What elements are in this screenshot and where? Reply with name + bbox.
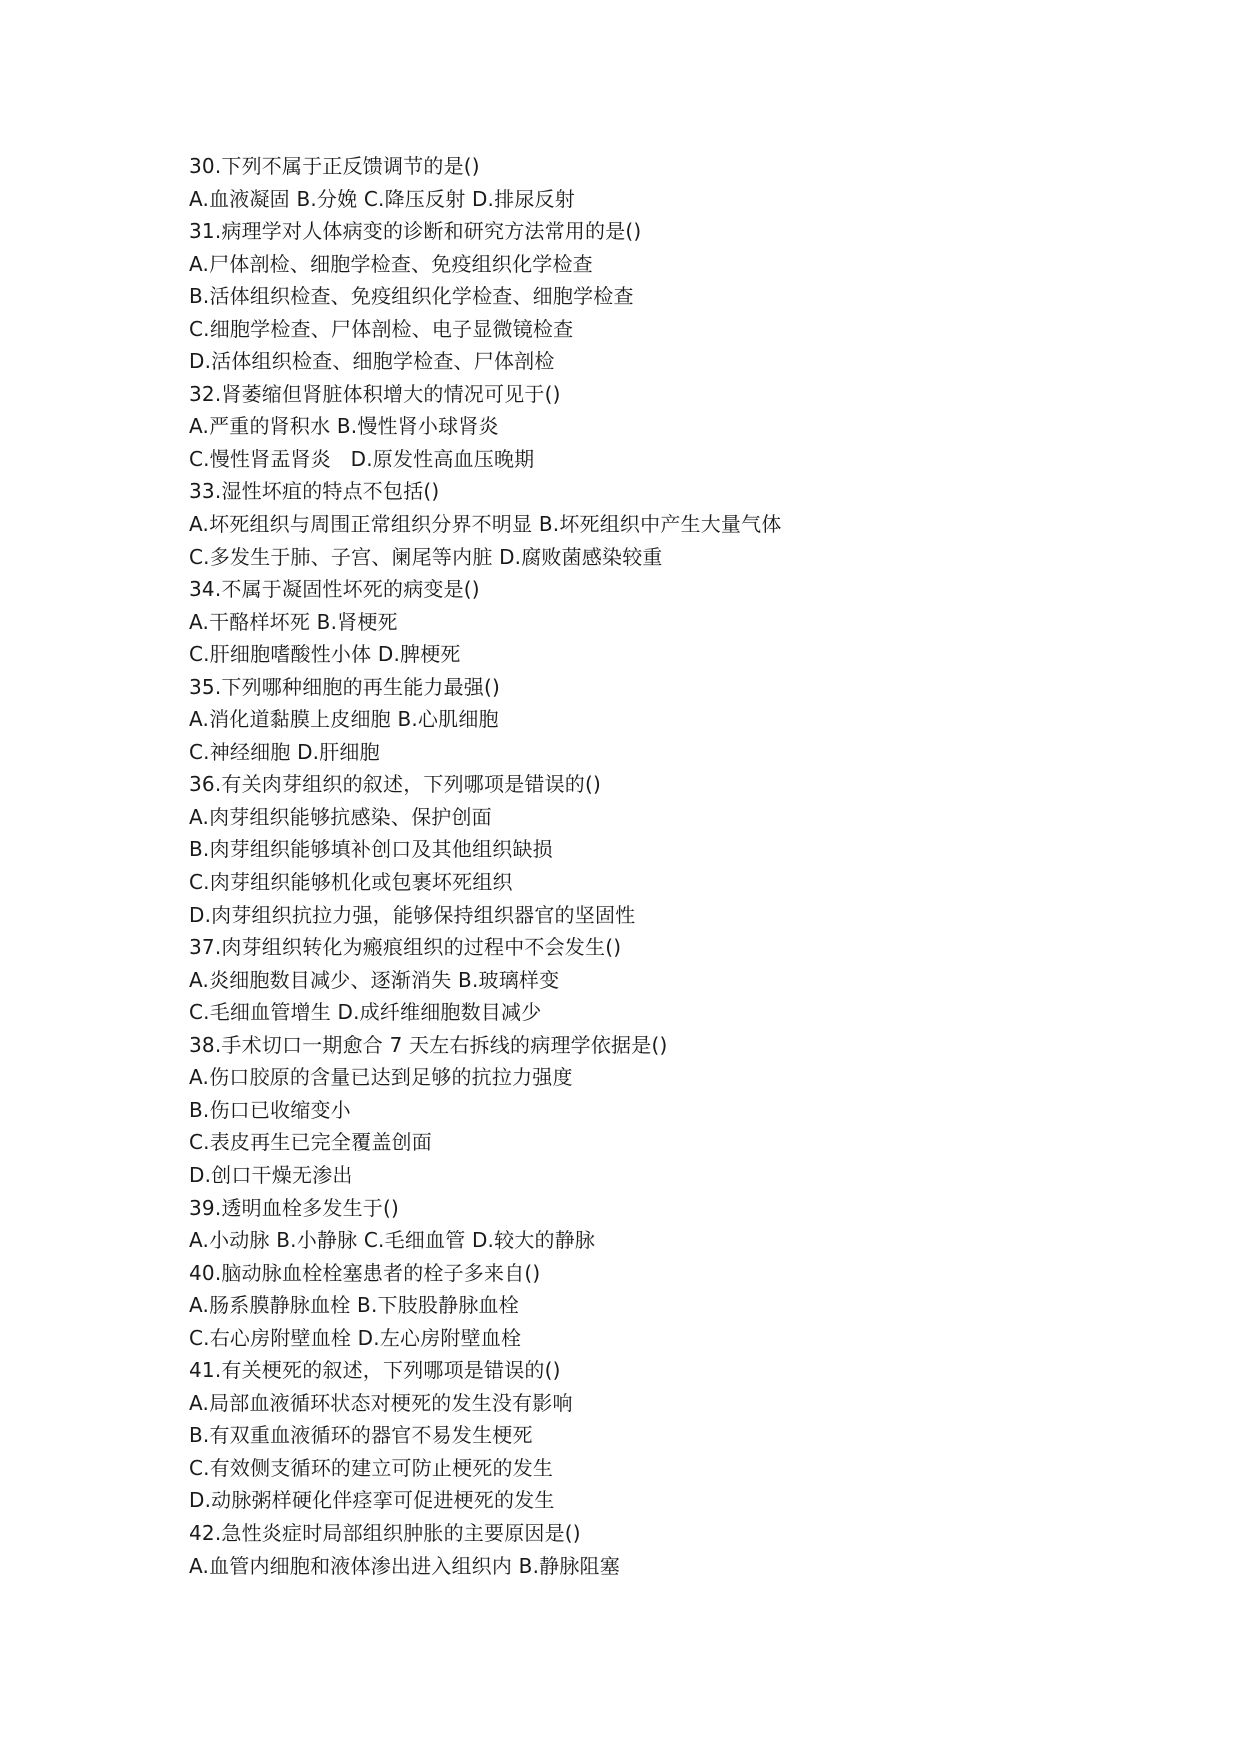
- text-line: A.血管内细胞和液体渗出进入组织内 B.静脉阻塞: [189, 1553, 620, 1578]
- text-line: 32.肾萎缩但肾脏体积增大的情况可见于(): [189, 381, 561, 406]
- text-line: A.干酪样坏死 B.肾梗死: [189, 609, 398, 634]
- text-line: 35.下列哪种细胞的再生能力最强(): [189, 674, 501, 699]
- text-line: 36.有关肉芽组织的叙述，下列哪项是错误的(): [189, 772, 602, 797]
- text-line: C.神经细胞 D.肝细胞: [189, 739, 380, 764]
- text-line: B.有双重血液循环的器官不易发生梗死: [189, 1423, 533, 1448]
- text-line: 41.有关梗死的叙述，下列哪项是错误的(): [189, 1358, 561, 1383]
- text-line: 33.湿性坏疽的特点不包括(): [189, 479, 440, 504]
- text-line: A.肉芽组织能够抗感染、保护创面: [189, 804, 492, 829]
- text-line: C.肝细胞嗜酸性小体 D.脾梗死: [189, 642, 461, 667]
- text-line: 30.下列不属于正反馈调节的是(): [189, 154, 480, 178]
- text-line: C.慢性肾盂肾炎 D.原发性高血压晚期: [189, 446, 535, 471]
- text-line: 39.透明血栓多发生于(): [189, 1195, 400, 1220]
- text-line: 38.手术切口一期愈合 7 天左右拆线的病理学依据是(): [189, 1032, 668, 1057]
- text-line: A.肠系膜静脉血栓 B.下肢股静脉血栓: [189, 1293, 519, 1318]
- text-line: C.肉芽组织能够机化或包裹坏死组织: [189, 870, 513, 895]
- text-line: C.多发生于肺、子宫、阑尾等内脏 D.腐败菌感染较重: [189, 544, 663, 569]
- text-line: A.局部血液循环状态对梗死的发生没有影响: [189, 1390, 573, 1415]
- text-line: B.活体组织检查、免疫组织化学检查、细胞学检查: [189, 284, 634, 309]
- text-line: C.表皮再生已完全覆盖创面: [189, 1130, 432, 1155]
- text-line: C.细胞学检查、尸体剖检、电子显微镜检查: [189, 316, 574, 341]
- text-line: D.活体组织检查、细胞学检查、尸体剖检: [189, 349, 555, 374]
- document-body: [189, 150, 1169, 1582]
- text-line: D.创口干燥无渗出: [189, 1162, 353, 1187]
- text-line: 40.脑动脉血栓栓塞患者的栓子多来自(): [189, 1260, 541, 1285]
- text-line: 42.急性炎症时局部组织肿胀的主要原因是(): [189, 1520, 581, 1545]
- text-line: A.尸体剖检、细胞学检查、免疫组织化学检查: [189, 251, 593, 276]
- text-line: C.有效侧支循环的建立可防止梗死的发生: [189, 1455, 554, 1480]
- text-line: B.肉芽组织能够填补创口及其他组织缺损: [189, 837, 553, 862]
- text-line: A.严重的肾积水 B.慢性肾小球肾炎: [189, 414, 499, 439]
- text-line: A.伤口胶原的含量已达到足够的抗拉力强度: [189, 1065, 573, 1090]
- text-line: 37.肉芽组织转化为瘢痕组织的过程中不会发生(): [189, 935, 622, 960]
- text-line: 31.病理学对人体病变的诊断和研究方法常用的是(): [189, 219, 642, 244]
- text-line: C.毛细血管增生 D.成纤维细胞数目减少: [189, 1000, 542, 1025]
- text-line: C.右心房附壁血栓 D.左心房附壁血栓: [189, 1325, 522, 1350]
- text-line: D.肉芽组织抗拉力强，能够保持组织器官的坚固性: [189, 902, 636, 927]
- text-line: 34.不属于凝固性坏死的病变是(): [189, 577, 480, 602]
- text-line: B.伤口已收缩变小: [189, 1097, 351, 1122]
- text-line: D.动脉粥样硬化伴痉挛可促进梗死的发生: [189, 1488, 555, 1513]
- text-line: A.小动脉 B.小静脉 C.毛细血管 D.较大的静脉: [189, 1228, 596, 1253]
- text-line: A.消化道黏膜上皮细胞 B.心肌细胞: [189, 707, 499, 732]
- text-line: A.炎细胞数目减少、逐渐消失 B.玻璃样变: [189, 967, 560, 992]
- text-line: A.坏死组织与周围正常组织分界不明显 B.坏死组织中产生大量气体: [189, 512, 782, 537]
- text-line: A.血液凝固 B.分娩 C.降压反射 D.排尿反射: [189, 186, 575, 211]
